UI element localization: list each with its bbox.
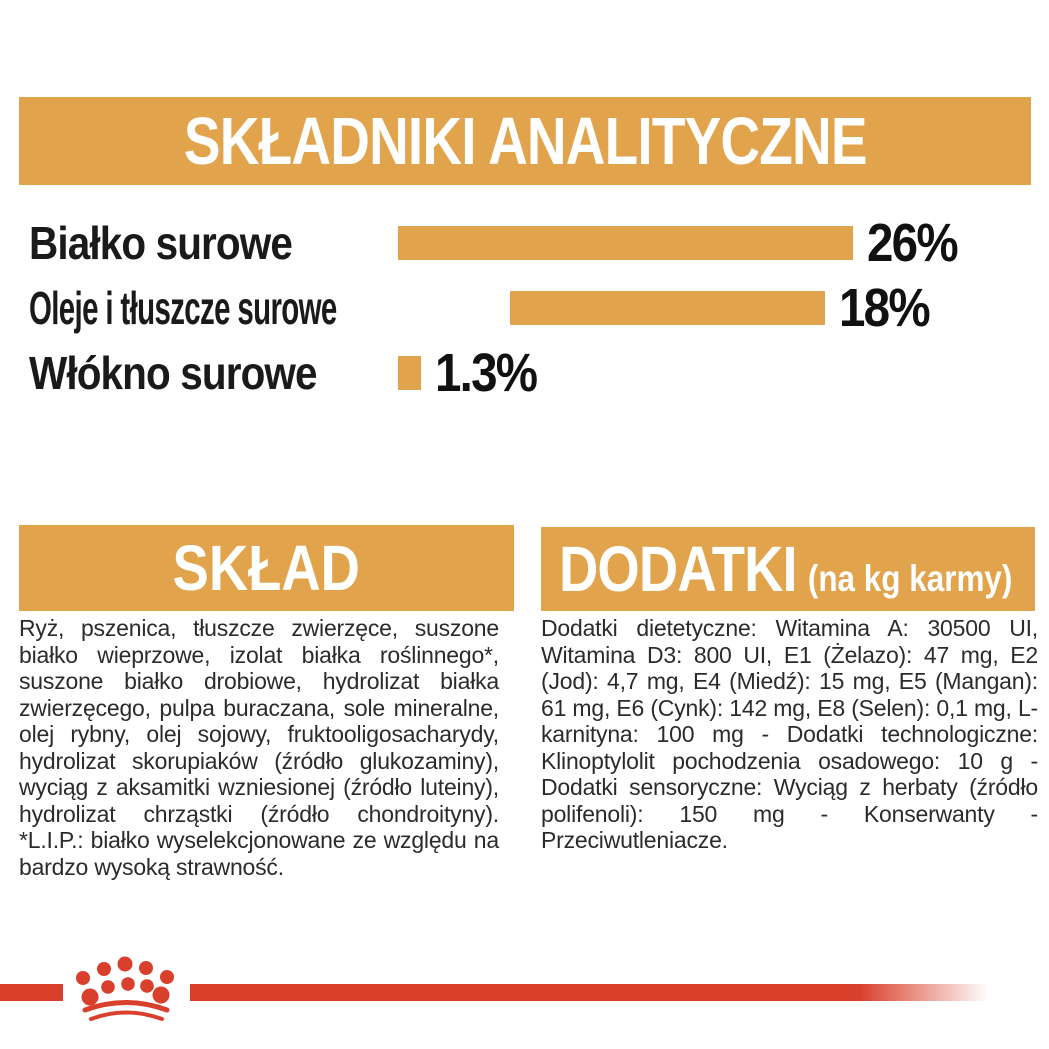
chart-category-label: Białko surowe — [29, 216, 293, 269]
royal-canin-crown-logo — [55, 950, 200, 1028]
brand-line-left — [0, 984, 63, 1001]
additives-heading: DODATKI — [559, 533, 797, 605]
composition-heading-banner — [19, 525, 514, 611]
chart-value-label: 18% — [838, 277, 929, 338]
page-title: SKŁADNIKI ANALITYCZNE — [183, 103, 867, 179]
analytical-components-header — [19, 97, 1031, 185]
chart-row — [0, 212, 1049, 273]
additives-heading-suffix: (na kg karmy) — [807, 558, 1013, 599]
chart-category-label: Włókno surowe — [29, 346, 317, 399]
composition-body-text: Ryż, pszenica, tłuszcze zwierzęce, suszone białko wieprzowe, izolat białka roślinnego*, suszone białko drobiowe, hydrolizat białka zwierzęcego, pulpa buraczana, sole mineralne, olej rybny, olej sojowy, fruktooligosacharydy, hydrolizat skorupiaków (źródło glukozaminy), wyciąg z aksamitki wzniesionej (źródło luteiny), hydrolizat chrząstki (źródło chondroityny). *L.I.P.: białko wyselekcjonowane ze względu na bardzo wysoką strawność. — [19, 615, 499, 880]
brand-line-right — [190, 984, 1049, 1001]
chart-row — [0, 342, 1049, 403]
chart-bar — [398, 356, 421, 390]
composition-heading: SKŁAD — [172, 532, 361, 604]
chart-row — [0, 277, 1049, 338]
chart-value-label: 26% — [867, 212, 957, 273]
additives-body-text: Dodatki dietetyczne: Witamina A: 30500 UI, Witamina D3: 800 UI, E1 (Żelazo): 47 mg, E2 (Jod): 4,7 mg, E4 (Miedź): 15 mg, E5 (Mangan): 61 mg, E6 (Cynk): 142 mg, E8 (Selen): 0,1 mg, L-karnityna: 100 mg - Dodatki technologiczne: Klinoptylolit pochodzenia osadowego: 10 g - Dodatki sensoryczne: Wyciąg z herbaty (źródło polifenoli): 150 mg - Konserwanty - Przeciwutleniacze. — [541, 615, 1038, 853]
chart-value-label: 1.3% — [435, 342, 537, 403]
chart-bar — [398, 226, 853, 260]
chart-bar — [510, 291, 825, 325]
chart-category-label: Oleje i tłuszcze surowe — [29, 281, 337, 334]
additives-heading-banner — [541, 527, 1035, 611]
